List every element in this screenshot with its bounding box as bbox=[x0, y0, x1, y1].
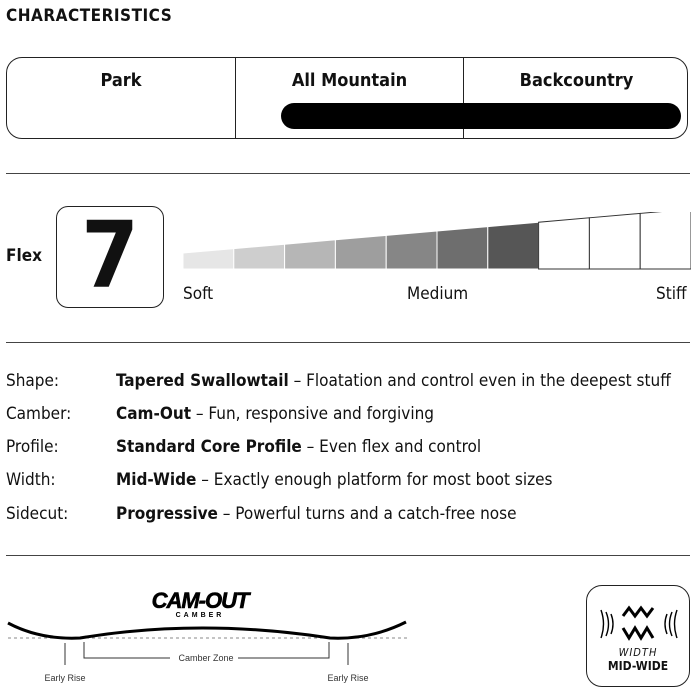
board-profile-line bbox=[8, 622, 406, 638]
width-icon bbox=[597, 604, 681, 644]
divider bbox=[6, 555, 690, 556]
flex-scale-segment bbox=[539, 218, 590, 269]
flex-scale-segment bbox=[335, 235, 386, 269]
divider bbox=[6, 173, 690, 174]
terrain-label-all-mountain: All Mountain bbox=[291, 70, 408, 91]
spec-key: Width: bbox=[6, 470, 56, 490]
terrain-range-panel bbox=[6, 57, 688, 139]
terrain-segment-park bbox=[7, 58, 235, 138]
spec-value bbox=[116, 470, 553, 490]
flex-rating-value: 7 bbox=[81, 202, 139, 309]
spec-desc: – Powerful turns and a catch-free nose bbox=[217, 504, 517, 524]
camber-zone-bracket-right bbox=[238, 642, 329, 658]
width-badge-label: WIDTH bbox=[618, 646, 658, 659]
early-rise-left-label: Early Rise bbox=[44, 673, 86, 683]
width-badge bbox=[586, 585, 690, 687]
spec-name: Progressive bbox=[116, 504, 218, 524]
flex-scale-segment bbox=[183, 249, 234, 269]
flex-scale-segment bbox=[589, 213, 640, 269]
flex-label: Flex bbox=[6, 246, 42, 266]
terrain-label-backcountry: Backcountry bbox=[519, 70, 634, 91]
spec-value bbox=[116, 404, 434, 424]
spec-name: Mid-Wide bbox=[116, 470, 197, 490]
camber-zone-label: Camber Zone bbox=[178, 653, 234, 663]
flex-scale-medium-label: Medium bbox=[407, 284, 469, 304]
early-rise-right-label: Early Rise bbox=[327, 673, 369, 683]
flex-scale-stiff-label: Stiff bbox=[656, 284, 687, 304]
spec-key: Profile: bbox=[6, 437, 59, 457]
flex-rating-box bbox=[56, 202, 164, 309]
flex-scale-segment bbox=[285, 240, 336, 269]
spec-key: Sidecut: bbox=[6, 504, 69, 524]
flex-scale-segment bbox=[488, 222, 539, 269]
spec-desc: – Fun, responsive and forgiving bbox=[191, 404, 434, 424]
flex-scale bbox=[183, 212, 691, 272]
flex-scale-soft-label: Soft bbox=[183, 284, 214, 304]
terrain-label-park: Park bbox=[100, 70, 142, 91]
terrain-range-bar bbox=[281, 103, 681, 129]
spec-value bbox=[116, 504, 517, 524]
spec-desc: – Even flex and control bbox=[301, 437, 482, 457]
width-badge-value: MID-WIDE bbox=[607, 659, 669, 673]
flex-scale-segment bbox=[437, 227, 488, 269]
spec-name: Standard Core Profile bbox=[116, 437, 302, 457]
divider bbox=[6, 342, 690, 343]
spec-value bbox=[116, 371, 671, 391]
spec-desc: – Floatation and control even in the deepest stuff bbox=[288, 371, 671, 391]
spec-desc: – Exactly enough platform for most boot sizes bbox=[196, 470, 553, 490]
camber-logo-sub: CAMBER bbox=[175, 612, 225, 619]
cam-out-logo: CAM-OUT bbox=[151, 588, 249, 613]
page-title: CHARACTERISTICS bbox=[6, 6, 173, 26]
spec-value bbox=[116, 437, 481, 457]
flex-scale-segment bbox=[234, 244, 285, 269]
flex-scale-segment bbox=[386, 231, 437, 269]
camber-profile-diagram bbox=[0, 580, 420, 695]
spec-key: Camber: bbox=[6, 404, 72, 424]
spec-name: Tapered Swallowtail bbox=[116, 371, 289, 391]
spec-key: Shape: bbox=[6, 371, 60, 391]
flex-scale-segment bbox=[640, 212, 691, 269]
spec-name: Cam-Out bbox=[116, 404, 192, 424]
camber-zone-bracket-left bbox=[84, 642, 170, 658]
